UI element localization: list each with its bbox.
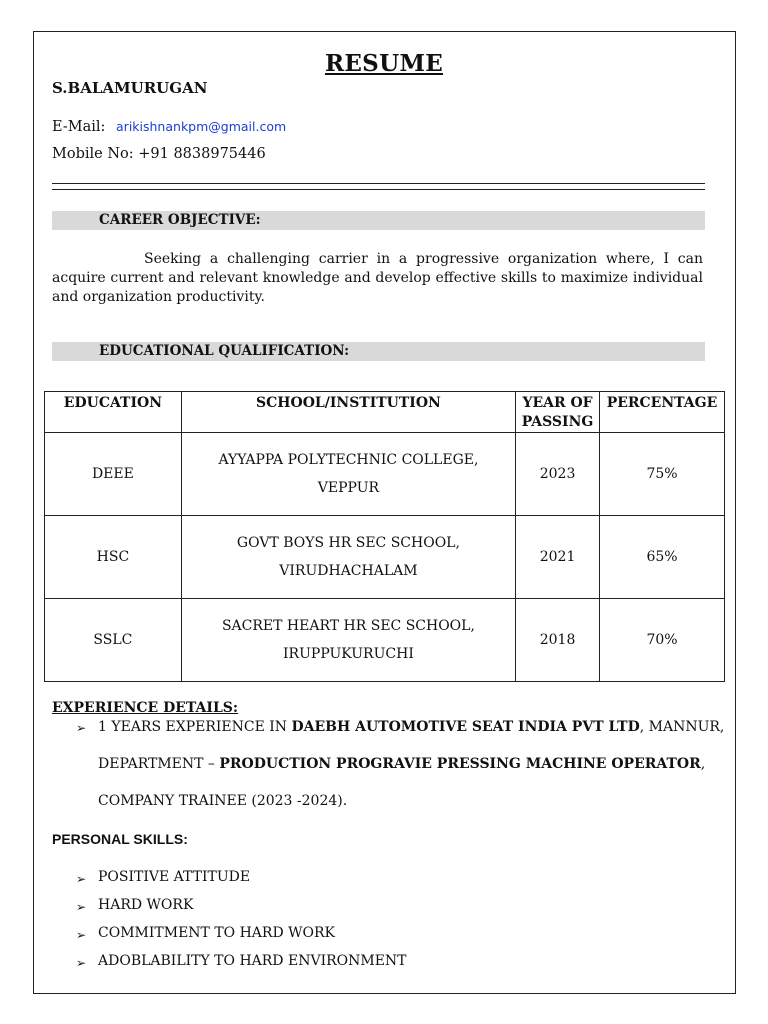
email-row: [52, 119, 286, 135]
school-name: SACRET HEART HR SEC SCHOOL,: [221, 618, 475, 634]
year-cell: 2021: [516, 516, 600, 599]
candidate-name: S.BALAMURUGAN: [52, 79, 208, 97]
school-name: AYYAPPA POLYTECHNIC COLLEGE,: [218, 452, 479, 468]
arrow-bullet-icon: ➢: [76, 900, 87, 914]
company-location: , MANNUR,: [639, 719, 725, 735]
school-cell: [181, 433, 515, 516]
career-objective-body: Seeking a challenging carrier in a progressive organization where, I can acquire current and relevant knowledge and develop effective skills to maximize individual and organization productivity.: [52, 251, 703, 305]
arrow-bullet-icon: ➢: [76, 956, 87, 970]
school-location: VIRUDHACHALAM: [279, 563, 418, 579]
list-item: HARD WORK: [98, 897, 194, 913]
career-objective-header: [52, 211, 705, 230]
table-row: [45, 433, 725, 516]
percentage-cell: 65%: [600, 516, 725, 599]
column-header-education: EDUCATION: [45, 392, 182, 433]
experience-line-1: [98, 719, 724, 735]
school-location: VEPPUR: [317, 480, 380, 496]
school-name: GOVT BOYS HR SEC SCHOOL,: [236, 535, 460, 551]
experience-line-2: [98, 756, 705, 772]
header-divider: [52, 183, 705, 190]
experience-prefix: 1 YEARS EXPERIENCE IN: [98, 719, 292, 735]
list-item: POSITIVE ATTITUDE: [98, 869, 251, 885]
table-row: [45, 516, 725, 599]
email-link[interactable]: arikishnankpm@gmail.com: [116, 119, 287, 134]
column-header-percentage: PERCENTAGE: [600, 392, 725, 433]
arrow-bullet-icon: ➢: [76, 721, 87, 735]
resume-title: RESUME: [324, 50, 444, 77]
department-name: PRODUCTION PROGRAVIE PRESSING MACHINE OPERATOR: [219, 756, 701, 772]
personal-skills-heading: PERSONAL SKILLS:: [52, 831, 188, 847]
school-location: IRUPPUKURUCHI: [283, 646, 414, 662]
mobile-number: Mobile No: +91 8838975446: [52, 146, 266, 162]
column-header-year: YEAR OF PASSING: [516, 392, 600, 433]
arrow-bullet-icon: ➢: [76, 928, 87, 942]
career-objective-text: [52, 250, 703, 307]
table-row: [45, 599, 725, 682]
table-header-row: [45, 392, 725, 433]
education-cell: DEEE: [45, 433, 182, 516]
school-cell: [181, 599, 515, 682]
list-item: ADOBLABILITY TO HARD ENVIRONMENT: [98, 953, 407, 969]
education-header: [52, 342, 705, 361]
arrow-bullet-icon: ➢: [76, 872, 87, 886]
education-heading: EDUCATIONAL QUALIFICATION:: [99, 343, 350, 359]
education-cell: HSC: [45, 516, 182, 599]
department-suffix: ,: [700, 756, 706, 772]
department-label: DEPARTMENT –: [98, 756, 220, 772]
email-label: E-Mail:: [52, 119, 106, 135]
year-cell: 2018: [516, 599, 600, 682]
school-cell: [181, 516, 515, 599]
education-table: [44, 391, 725, 682]
percentage-cell: 75%: [600, 433, 725, 516]
year-cell: 2023: [516, 433, 600, 516]
career-objective-heading: CAREER OBJECTIVE:: [99, 212, 261, 228]
experience-line-3: COMPANY TRAINEE (2023 -2024).: [98, 793, 348, 809]
education-cell: SSLC: [45, 599, 182, 682]
experience-heading: EXPERIENCE DETAILS:: [52, 700, 239, 716]
company-name: DAEBH AUTOMOTIVE SEAT INDIA PVT LTD: [291, 719, 640, 735]
percentage-cell: 70%: [600, 599, 725, 682]
column-header-school: SCHOOL/INSTITUTION: [181, 392, 515, 433]
list-item: COMMITMENT TO HARD WORK: [98, 925, 335, 941]
